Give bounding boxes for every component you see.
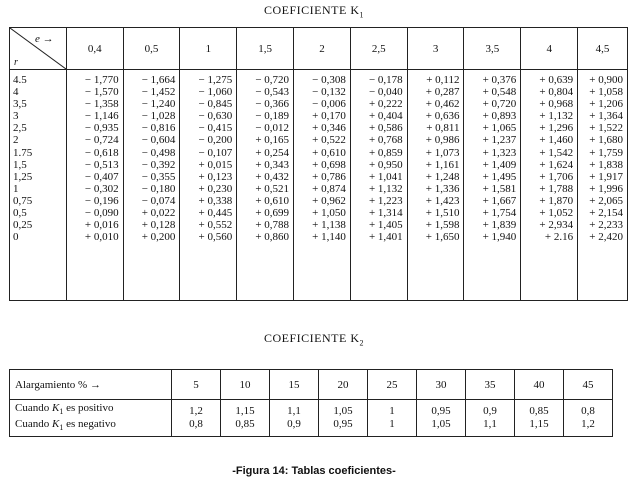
k1-table xyxy=(9,27,628,301)
k1-cell-value: − 0,302 xyxy=(84,182,119,195)
k1-cell-value: − 0,392 xyxy=(141,158,176,171)
k1-cell-value: + 0,786 xyxy=(312,170,346,183)
k1-cell-value: + 0,521 xyxy=(255,182,290,195)
k1-r-value: 1,5 xyxy=(13,158,27,171)
k1-corner-cell xyxy=(10,28,67,70)
k1-cell-value: + 1,706 xyxy=(539,170,574,183)
k1-e-header: 4,5 xyxy=(578,28,628,70)
k2-value-cell xyxy=(319,400,368,437)
k1-value-column xyxy=(294,70,351,301)
k1-cell-value: + 1,542 xyxy=(539,146,574,159)
k1-cell-value: + 1,522 xyxy=(589,122,623,135)
k1-cell-value: − 0,720 xyxy=(255,74,290,86)
k1-cell-value: + 0,432 xyxy=(255,170,290,183)
k1-cell-value: − 1,570 xyxy=(84,86,119,99)
k1-cell-value: + 1,140 xyxy=(312,231,346,244)
k1-r-axis-label: r xyxy=(14,57,18,68)
k1-cell-value: + 0,962 xyxy=(312,194,346,207)
k1-cell-value: − 0,816 xyxy=(141,122,176,135)
k1-cell-value: + 0,010 xyxy=(84,231,119,244)
k1-cell-value: − 0,180 xyxy=(141,182,176,195)
k1-r-value: 1,25 xyxy=(13,170,33,183)
k1-cell-value: + 0,720 xyxy=(482,98,517,111)
k2-row-labels xyxy=(10,400,172,437)
k1-cell-value: + 1,510 xyxy=(425,207,460,220)
k1-cell-value: + 1,839 xyxy=(482,219,517,232)
k1-cell-value: + 1,996 xyxy=(589,182,623,195)
k1-cell-value: + 0,522 xyxy=(312,134,346,147)
k1-cell-value: + 0,636 xyxy=(425,110,460,123)
k1-value-column xyxy=(521,70,578,301)
k1-e-header: 1 xyxy=(180,28,237,70)
k1-cell-value: + 1,423 xyxy=(425,194,460,207)
k1-cell-value: + 0,112 xyxy=(426,74,460,86)
k2-elongation-header: 45 xyxy=(564,370,613,400)
k1-cell-value: + 1,052 xyxy=(539,207,574,220)
k1-cell-value: + 1,058 xyxy=(589,86,623,99)
k1-cell-value: − 1,060 xyxy=(198,86,233,99)
k1-cell-value: − 0,630 xyxy=(198,110,233,123)
k1-r-value: 3 xyxy=(13,110,19,123)
k1-r-value: 0 xyxy=(13,231,19,244)
k1-cell-value: + 1,336 xyxy=(425,182,460,195)
k1-cell-value: + 1,323 xyxy=(482,146,517,159)
k1-cell-value: + 0,610 xyxy=(255,194,290,207)
k1-cell-value: + 0,860 xyxy=(255,231,290,244)
k1-cell-value: − 0,178 xyxy=(368,74,403,86)
k2-negative-value: 1,15 xyxy=(529,418,549,430)
k1-cell-value: + 1,759 xyxy=(589,146,623,159)
k1-e-header: 4 xyxy=(521,28,578,70)
k1-cell-value: + 1,405 xyxy=(368,219,403,232)
k1-cell-value: + 0,893 xyxy=(482,110,517,123)
k1-r-value: 4 xyxy=(13,86,19,99)
k2-value-cell xyxy=(221,400,270,437)
k1-cell-value: + 0,768 xyxy=(368,134,403,147)
k1-cell-value: − 1,028 xyxy=(141,110,176,123)
k1-cell-value: + 0,560 xyxy=(198,231,233,244)
k1-cell-value: − 1,770 xyxy=(84,74,119,86)
k1-cell-value: + 0,859 xyxy=(368,146,403,159)
k1-cell-value: + 2,934 xyxy=(539,219,574,232)
k2-value-cell xyxy=(466,400,515,437)
k2-value-cell xyxy=(515,400,564,437)
k1-cell-value: − 0,200 xyxy=(198,134,233,147)
k1-r-value: 2 xyxy=(13,134,19,147)
k1-e-header: 0,4 xyxy=(66,28,123,70)
k1-cell-value: + 1,680 xyxy=(589,134,623,147)
k1-cell-value: + 2,065 xyxy=(589,194,623,207)
k1-cell-value: + 1,460 xyxy=(539,134,574,147)
k2-title: COEFICIENTE $K_2$ xyxy=(264,331,364,348)
k1-cell-value: + 1,401 xyxy=(368,231,403,244)
k2-negative-value: 0,9 xyxy=(287,418,301,430)
k1-cell-value: + 0,552 xyxy=(198,219,233,232)
k1-cell-value: − 0,604 xyxy=(141,134,176,147)
k1-cell-value: + 2.16 xyxy=(544,231,574,244)
k2-negative-value: 1,2 xyxy=(581,418,595,430)
k2-header-label: Alargamiento % → xyxy=(10,370,172,400)
k2-elongation-header: 30 xyxy=(417,370,466,400)
k2-elongation-header: 40 xyxy=(515,370,564,400)
k2-elongation-header: 35 xyxy=(466,370,515,400)
k1-cell-value: + 1,917 xyxy=(589,170,623,183)
k1-cell-value: − 1,240 xyxy=(141,98,176,111)
k1-cell-value: − 1,146 xyxy=(84,110,119,123)
k1-cell-value: + 0,698 xyxy=(312,158,346,171)
k1-cell-value: + 0,287 xyxy=(425,86,460,99)
k1-cell-value: + 1,788 xyxy=(539,182,574,195)
k2-elongation-header: 15 xyxy=(270,370,319,400)
k2-elongation-header: 25 xyxy=(368,370,417,400)
k1-cell-value: + 1,073 xyxy=(425,146,460,159)
k1-cell-value: − 1,452 xyxy=(141,86,176,99)
k1-cell-value: + 0,222 xyxy=(368,98,403,111)
k1-cell-value: + 0,900 xyxy=(589,74,623,86)
k1-e-header: 1,5 xyxy=(237,28,294,70)
k1-cell-value: + 2,154 xyxy=(589,207,623,220)
k1-cell-value: + 1,248 xyxy=(425,170,460,183)
k2-row-label-negative: Cuando $K_1$ es negativo xyxy=(15,418,116,433)
k1-cell-value: − 0,074 xyxy=(141,194,176,207)
k1-cell-value: + 2,233 xyxy=(589,219,623,232)
k1-cell-value: + 0,376 xyxy=(482,74,517,86)
k1-cell-value: + 0,699 xyxy=(255,207,290,220)
k2-body-row xyxy=(10,400,613,437)
k1-cell-value: + 1,138 xyxy=(312,219,346,232)
k1-cell-value: + 1,050 xyxy=(312,207,346,220)
k2-positive-value: 0,8 xyxy=(581,405,595,417)
k1-cell-value: + 1,296 xyxy=(539,122,574,135)
k2-positive-value: 0,95 xyxy=(431,405,451,417)
k1-cell-value: + 0,200 xyxy=(141,231,176,244)
k1-cell-value: + 1,041 xyxy=(368,170,403,183)
k1-cell-value: + 1,940 xyxy=(482,231,517,244)
k1-e-header: 2,5 xyxy=(350,28,407,70)
k2-negative-value: 1,05 xyxy=(431,418,451,430)
k1-title: COEFICIENTE $K_1$ xyxy=(264,3,364,20)
k1-cell-value: + 0,462 xyxy=(425,98,460,111)
k1-value-column xyxy=(350,70,407,301)
k2-positive-value: 0,85 xyxy=(529,405,549,417)
k2-value-cell xyxy=(564,400,613,437)
k1-cell-value: + 1,870 xyxy=(539,194,574,207)
k1-cell-value: + 1,598 xyxy=(425,219,460,232)
k1-cell-value: + 1,650 xyxy=(425,231,460,244)
k1-cell-value: + 0,874 xyxy=(312,182,346,195)
k1-value-column xyxy=(180,70,237,301)
k1-cell-value: + 1,065 xyxy=(482,122,517,135)
k1-cell-value: − 0,107 xyxy=(198,146,233,159)
k1-cell-value: − 0,132 xyxy=(312,86,346,99)
k1-e-axis-label: e → xyxy=(35,33,54,45)
k1-cell-value: + 0,230 xyxy=(198,182,233,195)
k1-value-column xyxy=(123,70,180,301)
k1-cell-value: − 0,415 xyxy=(198,122,233,135)
k1-e-header: 2 xyxy=(294,28,351,70)
k1-cell-value: − 0,196 xyxy=(84,194,119,207)
k1-cell-value: − 0,543 xyxy=(255,86,290,99)
k1-cell-value: + 1,624 xyxy=(539,158,574,171)
k1-cell-value: + 0,165 xyxy=(255,134,290,147)
k1-e-header: 3,5 xyxy=(464,28,521,70)
k1-value-column xyxy=(407,70,464,301)
k1-r-value: 0,25 xyxy=(13,219,33,232)
k2-positive-value: 1,05 xyxy=(333,405,353,417)
k1-cell-value: + 1,838 xyxy=(589,158,623,171)
k1-cell-value: + 0,022 xyxy=(141,207,176,220)
k1-cell-value: + 0,586 xyxy=(368,122,403,135)
k1-cell-value: + 2,420 xyxy=(589,231,623,244)
k1-cell-value: + 0,548 xyxy=(482,86,517,99)
k1-r-value: 1.75 xyxy=(13,146,33,159)
k2-elongation-header: 20 xyxy=(319,370,368,400)
k2-row-label-positive: Cuando $K_1$ es positivo xyxy=(15,401,114,416)
k1-header-row xyxy=(10,28,628,70)
k1-cell-value: + 1,667 xyxy=(482,194,517,207)
k1-r-value: 1 xyxy=(13,182,19,195)
k1-cell-value: − 0,618 xyxy=(84,146,119,159)
k1-cell-value: + 0,170 xyxy=(312,110,346,123)
k1-cell-value: + 1,132 xyxy=(539,110,574,123)
k1-value-column xyxy=(578,70,628,301)
k1-r-value: 2,5 xyxy=(13,122,27,135)
k1-body-row xyxy=(10,70,628,301)
k1-cell-value: − 0,090 xyxy=(84,207,119,220)
k1-cell-value: − 0,513 xyxy=(84,158,119,171)
k2-negative-value: 0,95 xyxy=(333,418,353,430)
k1-r-value: 4.5 xyxy=(13,74,27,86)
k1-cell-value: + 1,314 xyxy=(368,207,403,220)
k2-elongation-header: 5 xyxy=(172,370,221,400)
k2-positive-value: 1,2 xyxy=(189,405,203,417)
k1-cell-value: + 1,223 xyxy=(368,194,403,207)
k1-value-column xyxy=(237,70,294,301)
k2-positive-value: 1,1 xyxy=(287,405,301,417)
k2-elongation-header: 10 xyxy=(221,370,270,400)
k1-cell-value: − 0,006 xyxy=(312,98,346,111)
k1-cell-value: + 1,754 xyxy=(482,207,517,220)
k1-cell-value: + 0,788 xyxy=(255,219,290,232)
k2-table xyxy=(9,369,613,437)
k1-cell-value: − 1,664 xyxy=(141,74,176,86)
k1-cell-value: + 0,986 xyxy=(425,134,460,147)
k1-r-value: 3,5 xyxy=(13,98,27,111)
k1-e-header: 0,5 xyxy=(123,28,180,70)
k1-e-header: 3 xyxy=(407,28,464,70)
k1-cell-value: + 1,364 xyxy=(589,110,623,123)
k1-cell-value: − 1,358 xyxy=(84,98,119,111)
k1-cell-value: − 0,355 xyxy=(141,170,176,183)
k2-positive-value: 0,9 xyxy=(483,405,497,417)
k1-cell-value: + 0,404 xyxy=(368,110,403,123)
k1-cell-value: + 0,804 xyxy=(539,86,574,99)
figure-caption: -Figura 14: Tablas coeficientes- xyxy=(232,465,396,477)
k1-cell-value: + 1,161 xyxy=(425,158,460,171)
k1-cell-value: + 0,346 xyxy=(312,122,346,135)
k1-cell-value: + 0,123 xyxy=(198,170,233,183)
k1-cell-value: − 0,935 xyxy=(84,122,119,135)
k1-cell-value: + 0,254 xyxy=(255,146,290,159)
k1-cell-value: + 1,581 xyxy=(482,182,517,195)
k2-value-cell xyxy=(270,400,319,437)
k2-negative-value: 1,1 xyxy=(483,418,497,430)
k1-r-value: 0,5 xyxy=(13,207,27,220)
k1-cell-value: − 0,189 xyxy=(255,110,290,123)
k1-cell-value: − 0,040 xyxy=(368,86,403,99)
k1-r-value: 0,75 xyxy=(13,194,33,207)
k2-negative-value: 0,85 xyxy=(235,418,255,430)
k2-positive-value: 1,15 xyxy=(235,405,255,417)
k1-cell-value: − 0,498 xyxy=(141,146,176,159)
k1-value-column xyxy=(464,70,521,301)
k1-cell-value: + 0,445 xyxy=(198,207,233,220)
k2-value-cell xyxy=(368,400,417,437)
k1-cell-value: + 0,015 xyxy=(198,158,233,171)
k1-cell-value: + 1,132 xyxy=(368,182,403,195)
k2-value-cell xyxy=(417,400,466,437)
k1-cell-value: − 0,012 xyxy=(255,122,290,135)
k2-negative-value: 1 xyxy=(389,418,395,430)
k1-cell-value: − 1,275 xyxy=(198,74,233,86)
k2-positive-value: 1 xyxy=(389,405,395,417)
k1-cell-value: − 0,366 xyxy=(255,98,290,111)
k1-cell-value: + 1,409 xyxy=(482,158,517,171)
k1-cell-value: − 0,407 xyxy=(84,170,119,183)
k1-cell-value: − 0,724 xyxy=(84,134,119,147)
k1-cell-value: − 0,845 xyxy=(198,98,233,111)
k2-header-row xyxy=(10,370,613,400)
k1-cell-value: + 0,639 xyxy=(539,74,574,86)
k1-value-column xyxy=(66,70,123,301)
k1-r-column xyxy=(10,70,67,301)
k1-cell-value: + 0,950 xyxy=(368,158,403,171)
k1-cell-value: + 0,968 xyxy=(539,98,574,111)
k1-cell-value: + 0,338 xyxy=(198,194,233,207)
k1-cell-value: + 0,343 xyxy=(255,158,290,171)
k2-value-cell xyxy=(172,400,221,437)
k1-cell-value: + 0,610 xyxy=(312,146,346,159)
k1-cell-value: + 0,016 xyxy=(84,219,119,232)
k1-cell-value: + 1,206 xyxy=(589,98,623,111)
k1-cell-value: + 0,811 xyxy=(426,122,460,135)
k1-cell-value: + 0,128 xyxy=(141,219,176,232)
k2-negative-value: 0,8 xyxy=(189,418,203,430)
k1-cell-value: + 1,495 xyxy=(482,170,517,183)
k1-cell-value: + 1,237 xyxy=(482,134,517,147)
k1-cell-value: − 0,308 xyxy=(312,74,346,86)
